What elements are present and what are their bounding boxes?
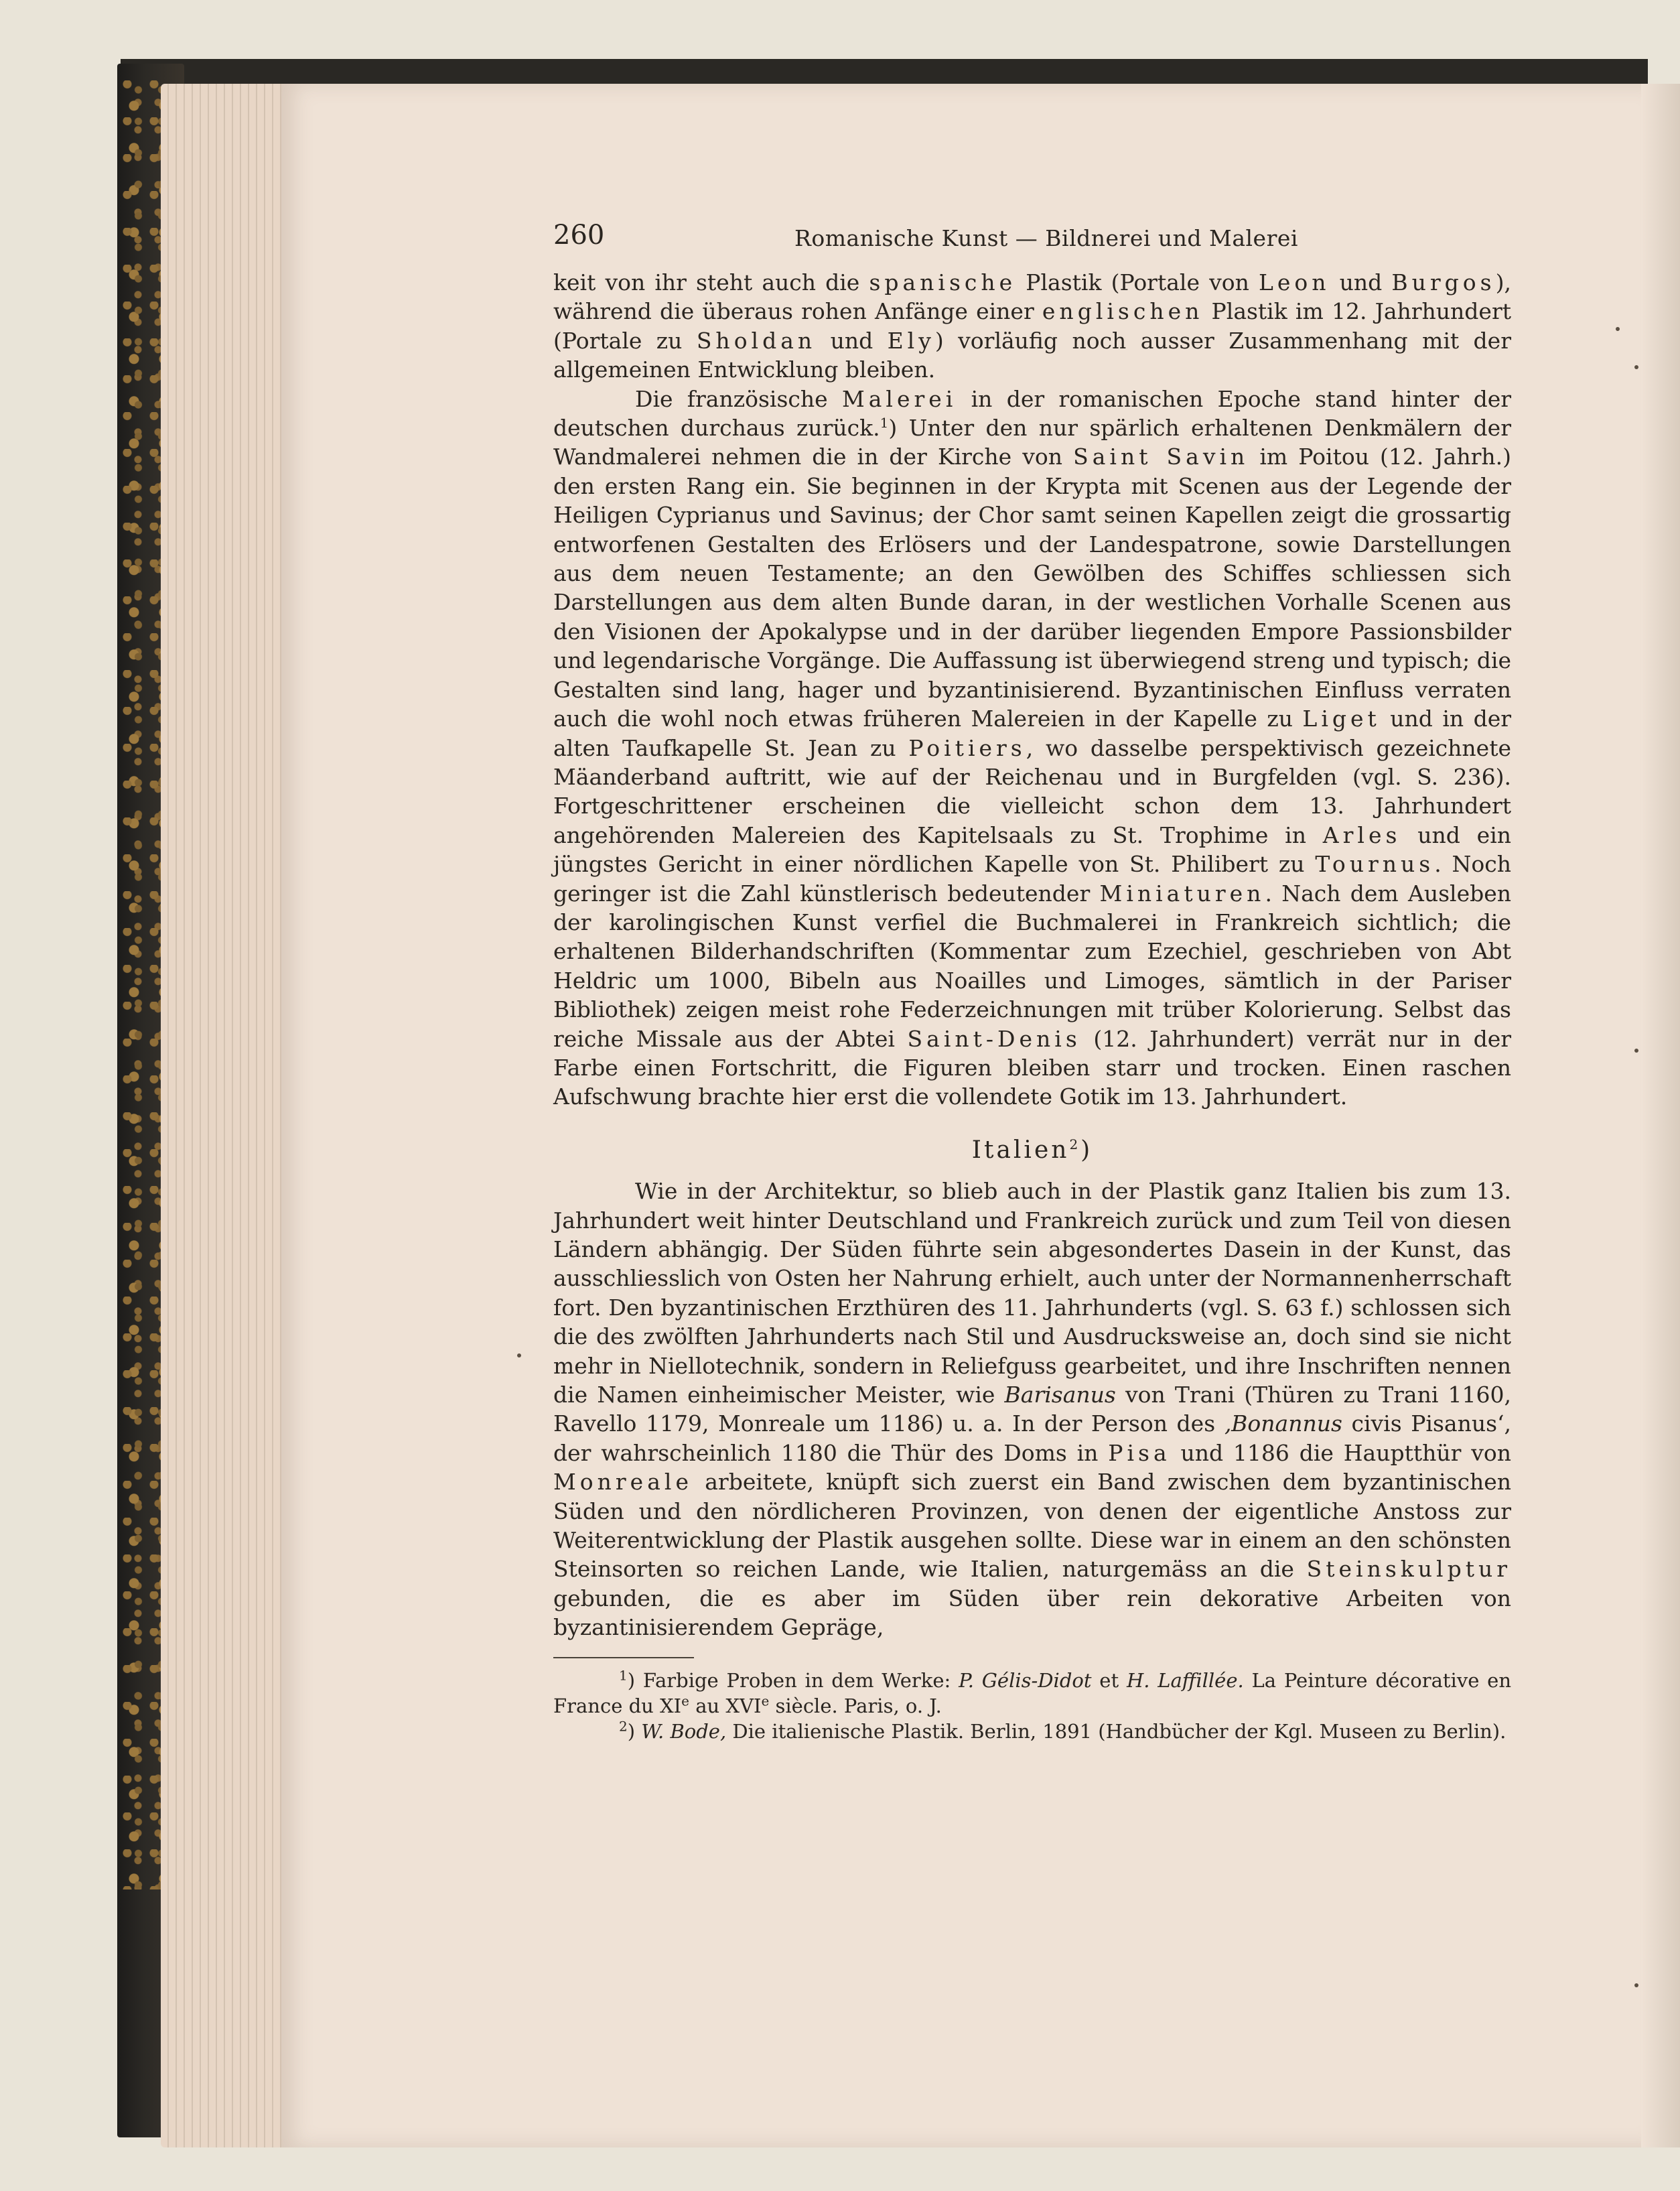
footnote-ref-1: 1: [880, 415, 889, 431]
footnote-rule: [553, 1657, 694, 1658]
footnote-1: $^1$) Farbige Proben in dem Werke: P. Gélis-Didot et H. Laffillée. La Peinture décorative en France du XIe au XVIe siècle. Paris, o. J.: [553, 1667, 1512, 1717]
footnote-2: $^2$) W. Bode, Die italienische Plastik. Berlin, 1891 (Handbücher der Kgl. Museen zu Berlin).: [619, 1718, 1507, 1743]
page-text: [553, 221, 1511, 1744]
page-stack-edges: [161, 84, 295, 2147]
paragraph-malerei: Die französische Malerei in der romanischen Epoche stand hinter der deutschen durchaus zurück.$^1$) Unter den nur spärlich erhaltenen Denkmälern der Wandmalerei nehmen die in der Kirche von Saint Savin im Poitou (12. Jahrh.) den ersten Rang ein. Sie beginnen in der Krypta mit Scenen aus der Legende der Heiligen Cyprianus und Savinus; der Chor samt seinen Kapellen zeigt die grossartig entworfenen Gestalten des Erlösers und der Landespatrone, sowie Darstellungen aus dem neuen Testamente; an den Gewölben des Schiffes schliessen sich Darstellungen aus dem alten Bunde daran, in der westlichen Vorhalle Scenen aus den Visionen der Apokalypse und in der darüber liegenden Empore Passionsbilder und legendarische Vorgänge. Die Auffassung ist überwiegend streng und typisch; die Gestalten sind lang, hager und byzantinisierend. Byzantinischen Einfluss verraten auch die wohl noch etwas früheren Malereien in der Kapelle zu Liget und in der alten Taufkapelle St. Jean zu Poitiers, wo dasselbe perspektivisch gezeichnete Mäanderband auftritt, wie auf der Reichenau und in Burgfelden (vgl. S. 236). Fortgeschrittener erscheinen die vielleicht schon dem 13. Jahrhundert angehörenden Malereien des Kapitelsaals zu St. Trophime in Arles und ein jüngstes Gericht in einer nördlichen Kapelle von St. Philibert zu Tournus. Noch geringer ist die Zahl künstlerisch bedeutender Miniaturen. Nach dem Ausleben der karolingischen Kunst verfiel die Buchmalerei in Frankreich sichtlich; die erhaltenen Bilderhandschriften (Kommentar zum Ezechiel, geschrieben von Abt Heldric um 1000, Bibeln aus Noailles und Limoges, sämtlich in der Pariser Bibliothek) zeigen meist rohe Federzeichnungen mit trüber Kolorierung. Selbst das reiche Missale aus der Abtei Saint-Denis (12. Jahrhundert) verrät nur in der Farbe einen Fortschritt, die Figuren bleiben starr und trocken. Einen raschen Aufschwung brachte hier erst die vollendete Gotik im 13. Jahrhundert.: [553, 385, 1512, 1110]
page-header: [553, 221, 1511, 268]
margin-dot: [1616, 327, 1620, 331]
margin-dot: [1634, 365, 1638, 369]
paragraph-plastik: keit von ihr steht auch die spanische Plastik (Portale von Leon und Burgos), während die überaus rohen Anfänge einer englischen Plastik im 12. Jahrhundert (Portale zu Sholdan und Ely) vorläufig noch ausser Zusammenhang mit der allgemeinen Entwicklung bleiben.: [553, 269, 1511, 383]
footnote-ref-2: 2: [1069, 1136, 1081, 1152]
paragraph-italien: Wie in der Architektur, so blieb auch in der Plastik ganz Italien bis zum 13. Jahrhundert weit hinter Deutschland und Frankreich zurück und zum Teil von diesen Ländern abhängig. Der Süden führte sein abgesondertes Dasein in der Kunst, das ausschliesslich von Osten her Nahrung erhielt, auch unter der Normannenherrschaft fort. Den byzantinischen Erzthüren des 11. Jahrhunderts (vgl. S. 63 f.) schlossen sich die des zwölften Jahrhunderts nach Stil und Ausdrucksweise an, doch sind sie nicht mehr in Niellotechnik, sondern in Reliefguss gearbeitet, und ihre Inschriften nennen die Namen einheimischer Meister, wie Barisanus von Trani (Thüren zu Trani 1160, Ravello 1179, Monreale um 1186) u. a. In der Person des ‚Bonannus civis Pisanus‘, der wahrscheinlich 1180 die Thür des Doms in Pisa und 1186 die Hauptthür von Monreale arbeitete, knüpft sich zuerst ein Band zwischen dem byzantinischen Süden und den nördlicheren Provinzen, von denen der eigentliche Anstoss zur Weiterentwicklung der Plastik ausgehen sollte. Diese war in einem an den schönsten Steinsorten so reichen Lande, wie Italien, naturgemäss an die Steinskulptur gebunden, die es aber im Süden über rein dekorative Arbeiten von byzantinisierendem Gepräge,: [553, 1178, 1511, 1641]
page-right-edge: [1641, 84, 1680, 2147]
margin-dot: [517, 1353, 521, 1357]
margin-dot: [1634, 1983, 1638, 1987]
page-number: 260: [553, 220, 605, 251]
running-head: Romanische Kunst — Bildnerei und Malerei: [794, 225, 1298, 251]
section-heading-italien: Italien$^2$): [971, 1136, 1093, 1164]
book-cover-top-edge: [121, 59, 1648, 86]
margin-dot: [1634, 1049, 1638, 1053]
